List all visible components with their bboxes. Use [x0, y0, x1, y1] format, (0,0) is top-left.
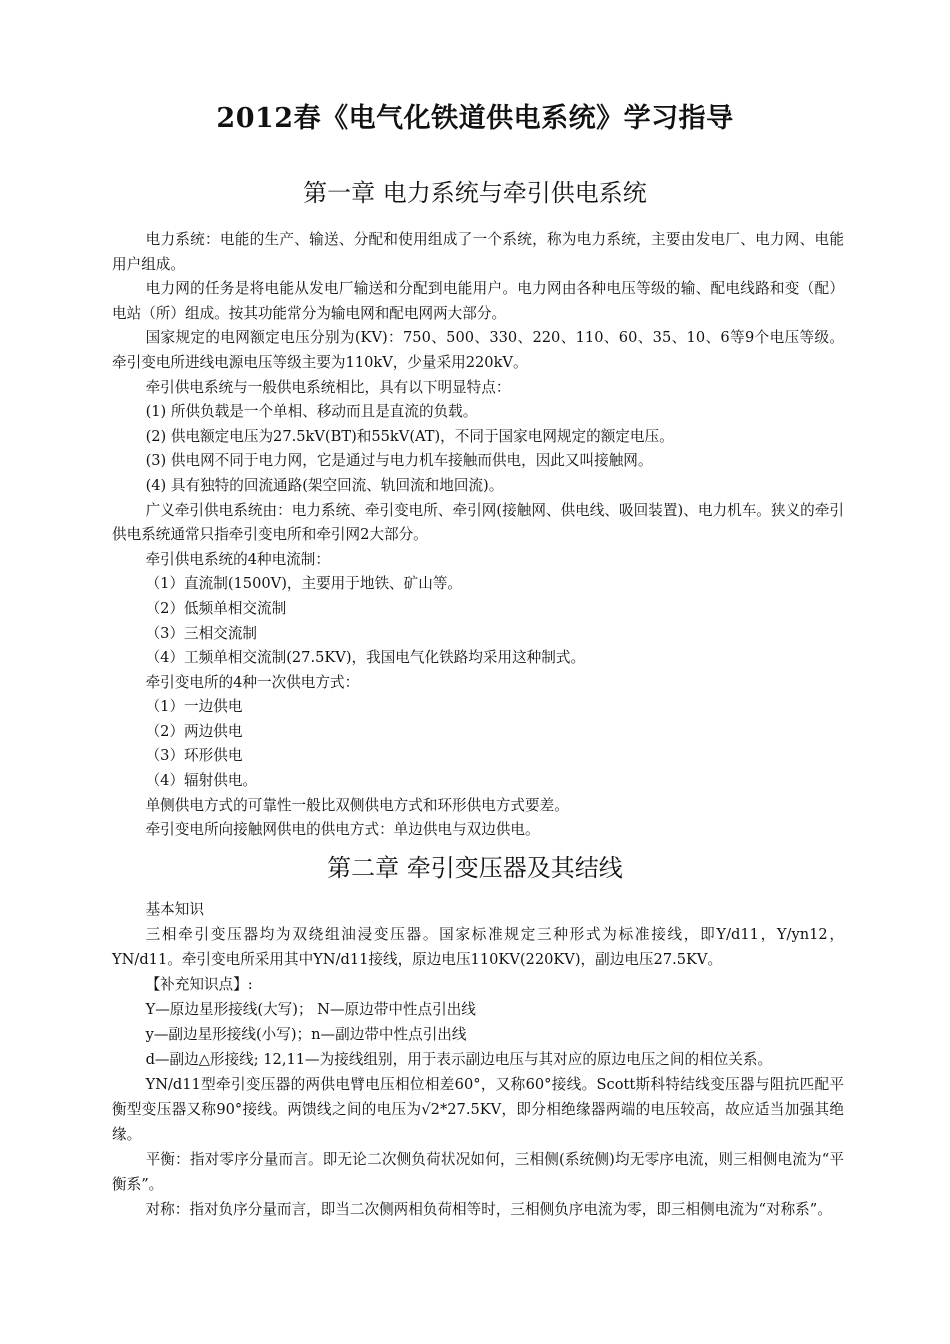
paragraph: 单侧供电方式的可靠性一般比双侧供电方式和环形供电方式要差。 [145, 796, 569, 814]
paragraph: YN/d11型牵引变压器的两供电臂电压相位相差60°，又称60°接线。Scott斯科特结线变压器与阻抗匹配平衡型变压器又称90°接线。两馈线之间的电压为√2*27.5KV，即分相绝缘器两端的电压较高，故应适当加强其绝缘。 [112, 1076, 844, 1143]
chapter1-heading: 第一章 电力系统与牵引供电系统 [303, 179, 647, 207]
paragraph: 三相牵引变压器均为双绕组油浸变压器。国家标准规定三种形式为标准接线，即Y/d11，Y/yn12，YN/d11。牵引变电所采用其中YN/d11接线，原边电压110KV(220KV)，副边电压27.5KV。 [112, 926, 844, 968]
paragraph: 国家规定的电网额定电压分别为(KV)：750、500、330、220、110、60、35、10、6等9个电压等级。牵引变电所进线电源电压等级主要为110kV，少量采用220kV。 [112, 329, 844, 371]
list-item: （2）低频单相交流制 [145, 599, 287, 617]
document-title: 2012春《电气化铁道供电系统》学习指导 [216, 103, 734, 134]
chapter2-body [112, 897, 844, 1222]
list-item: （3）三相交流制 [145, 624, 258, 642]
paragraph: Y—原边星形接线(大写)； N—原边带中性点引出线 [145, 1001, 476, 1018]
paragraph: 广义牵引供电系统由：电力系统、牵引变电所、牵引网(接触网、供电线、吸回装置)、电力机车。狭义的牵引供电系统通常只指牵引变电所和牵引网2大部分。 [112, 501, 844, 544]
paragraph: 对称：指对负序分量而言，即当二次侧两相负荷相等时，三相侧负序电流为零，即三相侧电流为“对称系”。 [145, 1201, 832, 1218]
list-item: （4）辐射供电。 [145, 772, 258, 790]
paragraph: 电力网的任务是将电能从发电厂输送和分配到电能用户。电力网由各种电压等级的输、配电线路和变（配）电站（所）组成。按其功能常分为输电网和配电网两大部分。 [112, 280, 844, 322]
list-item: (4) 具有独特的回流通路(架空回流、轨回流和地回流)。 [145, 476, 504, 494]
paragraph: 牵引变电所向接触网供电的供电方式：单边供电与双边供电。 [145, 821, 540, 839]
paragraph: 平衡：指对零序分量而言。即无论二次侧负荷状况如何，三相侧(系统侧)均无零序电流，则三相侧电流为“平衡系”。 [112, 1151, 844, 1193]
list-item: （1）直流制(1500V)，主要用于地铁、矿山等。 [145, 575, 463, 593]
paragraph: 牵引变电所的4种一次供电方式： [145, 673, 360, 691]
paragraph: 【补充知识点】: [145, 976, 253, 993]
list-item: （4）工频单相交流制(27.5KV)，我国电气化铁路均采用这种制式。 [145, 649, 586, 667]
list-item: （3）环形供电 [145, 747, 243, 765]
paragraph: 牵引供电系统的4种电流制： [145, 550, 330, 568]
paragraph: 牵引供电系统与一般供电系统相比，具有以下明显特点： [145, 378, 511, 396]
chapter2-heading: 第二章 牵引变压器及其结线 [327, 854, 623, 882]
list-item: （1）一边供电 [145, 698, 243, 716]
paragraph: 基本知识 [145, 901, 204, 918]
paragraph: d—副边△形接线; 12,11—为接线组别，用于表示副边电压与其对应的原边电压之间的相位关系。 [145, 1051, 773, 1068]
paragraph: 电力系统：电能的生产、输送、分配和使用组成了一个系统，称为电力系统，主要由发电厂、电力网、电能用户组成。 [112, 231, 844, 273]
list-item: (3) 供电网不同于电力网，它是通过与电力机车接触而供电，因此又叫接触网。 [145, 452, 653, 470]
chapter1-body [112, 228, 844, 843]
list-item: (1) 所供负载是一个单相、移动而且是直流的负载。 [145, 403, 478, 421]
list-item: （2）两边供电 [145, 722, 243, 740]
paragraph: y—副边星形接线(小写)；n—副边带中性点引出线 [145, 1026, 467, 1043]
list-item: (2) 供电额定电压为27.5kV(BT)和55kV(AT)，不同于国家电网规定的额定电压。 [145, 427, 674, 445]
